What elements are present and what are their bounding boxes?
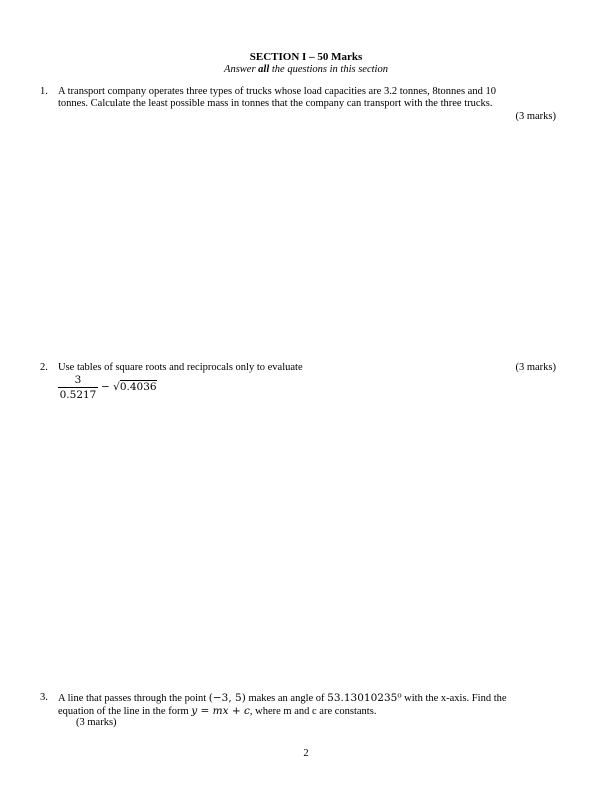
question-3-text-b: makes an angle of	[245, 693, 328, 704]
minus-sqrt-term	[101, 381, 157, 394]
question-3-marks: (3 marks)	[76, 717, 117, 728]
sqrt-icon: √	[113, 381, 120, 393]
section-subtitle	[0, 64, 612, 77]
question-3-text-d: equation of the line in the form	[58, 706, 192, 717]
question-1-line-2: tonnes. Calculate the least possible mass in tonnes that the company can transport with the three trucks.	[58, 98, 493, 109]
question-3-text-a: A line that passes through the point	[58, 693, 209, 704]
question-2-number: 2.	[40, 362, 48, 373]
question-2-marks: (3 marks)	[515, 362, 556, 373]
question-3-number: 3.	[40, 692, 48, 703]
question-3-equation: y = mx + c	[191, 705, 250, 717]
page-number: 2	[303, 748, 309, 759]
question-3-point: (−3, 5)	[208, 692, 246, 704]
section-title: SECTION I – 50 Marks	[249, 51, 363, 63]
subtitle-emphasis: all	[258, 64, 270, 75]
minus-operator: −	[101, 381, 110, 393]
subtitle-prefix: Answer	[224, 64, 259, 75]
question-2-text: Use tables of square roots and reciprocals only to evaluate	[58, 362, 303, 373]
question-3-text-e: , where m and c are constants.	[249, 706, 377, 717]
question-1-line-1: A transport company operates three types of trucks whose load capacities are 3.2 tonnes, 8tonnes and 10	[58, 86, 496, 97]
radicand: 0.4036	[119, 381, 157, 393]
question-3-text-c: with the x-axis. Find the	[401, 693, 507, 704]
question-1-number: 1.	[40, 86, 48, 97]
subtitle-suffix: the questions in this section	[269, 64, 388, 75]
fraction	[58, 374, 98, 401]
fraction-bar	[58, 387, 98, 388]
fraction-numerator: 3	[74, 374, 82, 386]
fraction-denominator: 0.5217	[59, 389, 97, 401]
question-3-line-2	[58, 705, 558, 719]
question-3-line-1	[58, 692, 558, 706]
question-1-marks: (3 marks)	[515, 111, 556, 122]
question-3-angle: 53.13010235⁰	[327, 692, 402, 704]
